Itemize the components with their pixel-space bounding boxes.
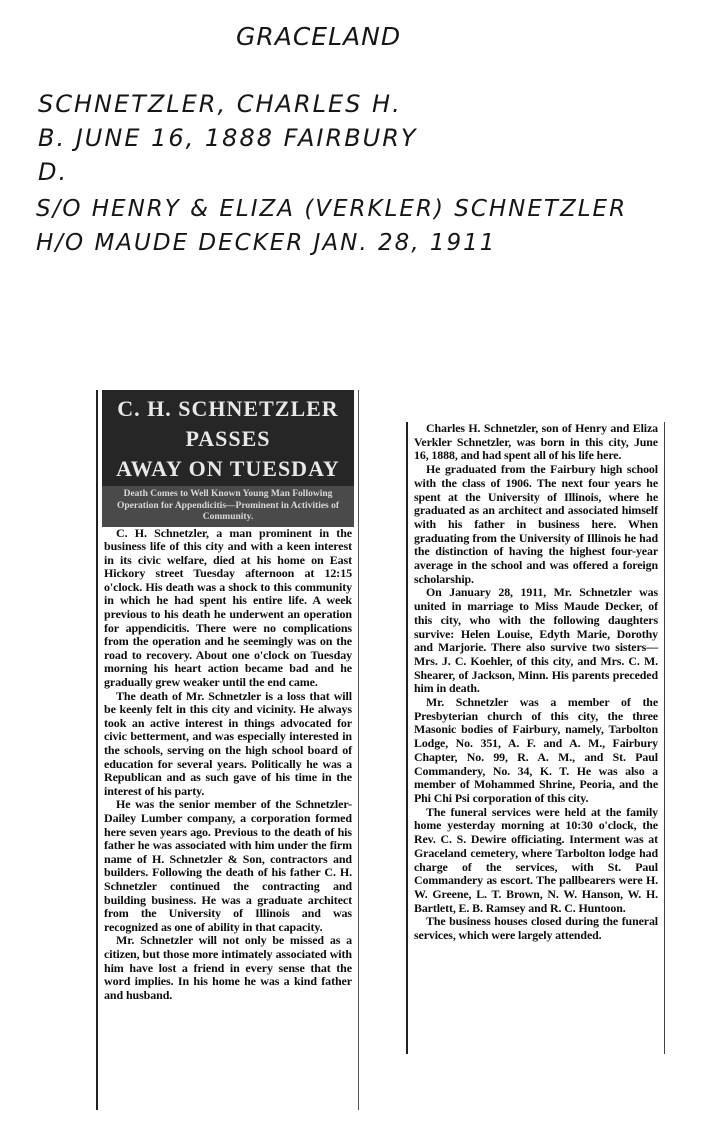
article-paragraph: The business houses closed during the funeral services, which were largely attended. <box>414 914 658 943</box>
article-paragraph: The death of Mr. Schnetzler is a loss that will be keenly felt in this city and vicinity. He always took an active interest in things advocated for civic betterment, and was especially interested in the schools, serving on the high school board of education for several years. Politically he was a Republican and as such gave of his time in the interest of his party. <box>104 688 352 798</box>
article-paragraph: C. H. Schnetzler, a man prominent in the business life of this city and with a keen interest in its civic welfare, died at his home on East Hickory street Tuesday afternoon at 12:15 o'clock. His death was a shock to this community in which he had spent his entire life. A week previous to his death he underwent an operation for appendicitis. There were no complications from the operation and he seemingly was on the road to recovery. About one o'clock on Tuesday morning his heart action became bad and he gradually grew weaker until the end came. <box>104 525 352 690</box>
handwritten-spouse: H/O MAUDE DECKER JAN. 28, 1911 <box>36 230 497 256</box>
handwritten-death: D. <box>38 158 69 186</box>
article-paragraph: The funeral services were held at the family home yesterday morning at 10:30 o'clock, the Rev. C. S. Dewire officiating. Interment was at Graceland cemetery, where Tarbolton lodge had charge of the services, with St. Paul Commandery as escort. The pallbearers were H. W. Greene, L. T. Brown, N. W. Hanson, W. H. Bartlett, E. B. Ramsey and R. C. Huntoon. <box>414 804 658 915</box>
handwritten-name: SCHNETZLER, CHARLES H. <box>38 90 402 118</box>
handwritten-birth: B. JUNE 16, 1888 FAIRBURY <box>38 124 418 152</box>
clipping-headline <box>102 390 354 486</box>
handwritten-title: GRACELAND <box>236 22 402 51</box>
newspaper-clipping-right <box>406 422 665 1054</box>
handwritten-parents: S/O HENRY & ELIZA (VERKLER) SCHNETZLER <box>36 196 628 222</box>
article-paragraph: He was the senior member of the Schnetzler-Dailey Lumber company, a corporation formed here seven years ago. Previous to the death of his father he was associated with him under the firm name of H. Schnetzler & Son, contractors and builders. Following the death of his father C. H. Schnetzler continued the contracting and building business. He was a graduate architect from the University of Illinois and was recognized as one of ability in that capacity. <box>104 797 352 934</box>
headline-line-1: C. H. SCHNETZLER PASSES <box>117 396 339 451</box>
article-paragraph: Mr. Schnetzler will not only be missed as a citizen, but those more intimately associated with him have lost a friend in every sense that the word implies. In his home he was a kind father and husband. <box>104 933 352 1002</box>
clipping-subheadline: Death Comes to Well Known Young Man Following Operation for Appendicitis—Prominent in Activities of Community. <box>102 486 354 527</box>
headline-line-2: AWAY ON TUESDAY <box>116 456 340 481</box>
article-paragraph: He graduated from the Fairbury high school with the class of 1906. The next four years he spent at the University of Illinois, where he graduated as an architect and associated himself with his father in business here. When graduating from the University of Illinois he had the distinction of having the highest four-year average in the school and was offered a foreign scholarship. <box>414 462 658 586</box>
article-paragraph: Mr. Schnetzler was a member of the Presbyterian church of this city, the three Masonic bodies of Fairbury, namely, Tarbolton Lodge, No. 351, A. F. and A. M., Fairbury Chapter, No. 99, R. A. M., and St. Paul Commandery, No. 34, K. T. He was also a member of Mohammed Shrine, Peoria, and the Phi Chi Psi corporation of this city. <box>414 695 658 805</box>
article-paragraph: Charles H. Schnetzler, son of Henry and Eliza Verkler Schnetzler, was born in this city, June 16, 1888, and had spent all of his life here. <box>414 421 658 463</box>
newspaper-clipping-left <box>96 390 359 1110</box>
article-paragraph: On January 28, 1911, Mr. Schnetzler was united in marriage to Miss Maude Decker, of this city, who with the following daughters survive: Helen Louise, Edyth Marie, Dorothy and Marjorie. There also survive two sisters—Mrs. J. C. Koehler, of this city, and Mrs. C. M. Shearer, of Jackson, Minn. His parents preceded him in death. <box>414 585 658 696</box>
